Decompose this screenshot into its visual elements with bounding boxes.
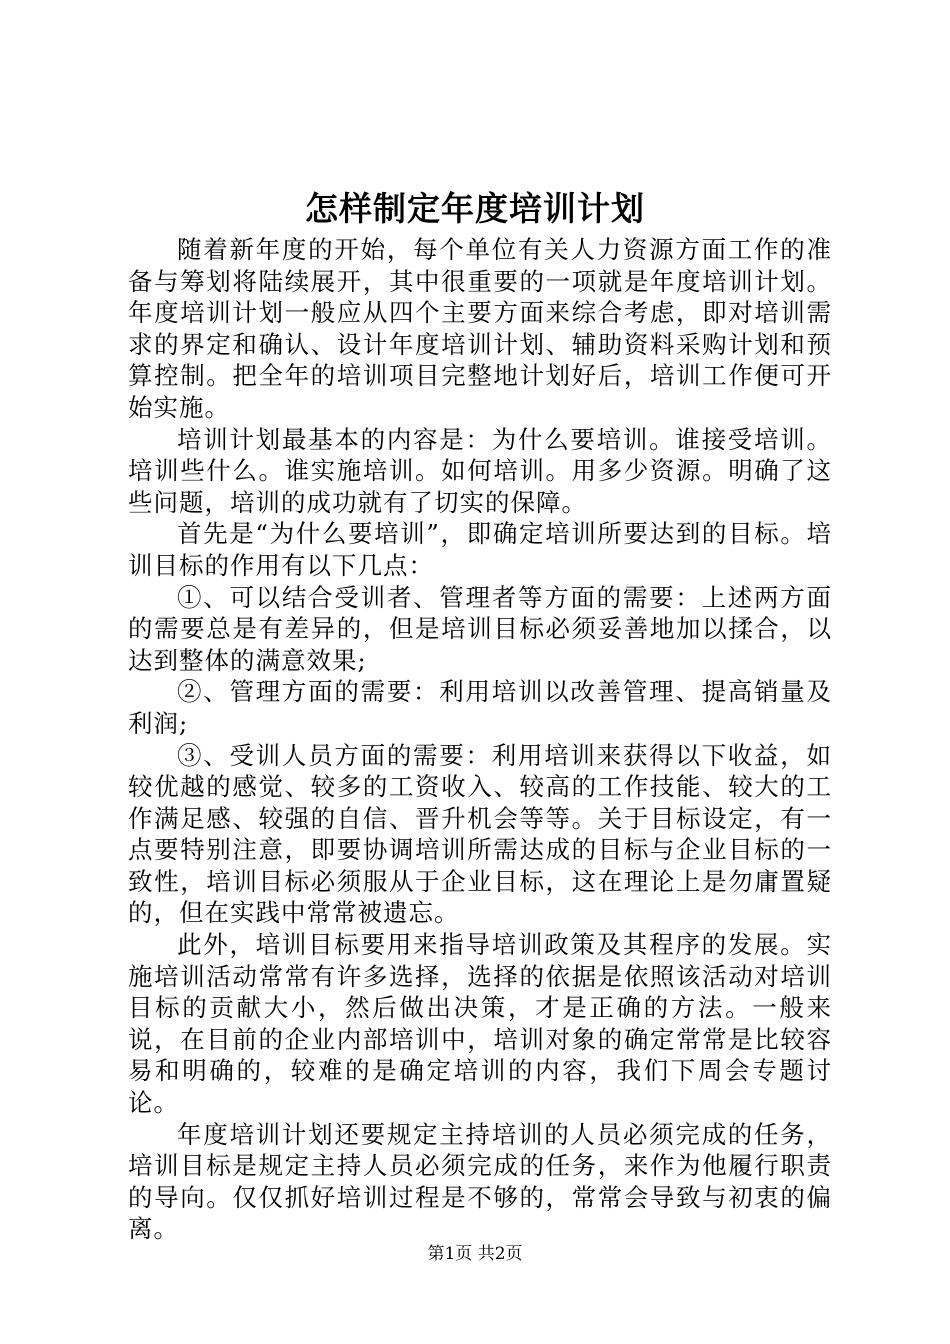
document-title: 怎样制定年度培训计划 bbox=[305, 189, 645, 228]
paragraph-basic-content: 培训计划最基本的内容是：为什么要培训。谁接受培训。培训些什么。谁实施培训。如何培训。用多少资源。明确了这些问题，培训的成功就有了切实的保障。 bbox=[128, 424, 832, 517]
page-number-footer: 第1页 共2页 bbox=[427, 1244, 523, 1264]
paragraph-why-train: 首先是“为什么要培训”，即确定培训所要达到的目标。培训目标的作用有以下几点： bbox=[128, 519, 832, 580]
paragraph-point-1: ①、可以结合受训者、管理者等方面的需要：上述两方面的需要总是有差异的，但是培训目标必须妥善地加以揉合，以达到整体的满意效果; bbox=[128, 582, 832, 675]
paragraph-intro: 随着新年度的开始，每个单位有关人力资源方面工作的准备与筹划将陆续展开，其中很重要的一项就是年度培训计划。年度培训计划一般应从四个主要方面来综合考虑，即对培训需求的界定和确认、设计年度培训计划、辅助资料采购计划和预算控制。把全年的培训项目完整地计划好后，培训工作便可开始实施。 bbox=[128, 235, 832, 422]
document-body bbox=[128, 234, 832, 1245]
paragraph-trainer-tasks: 年度培训计划还要规定主持培训的人员必须完成的任务，培训目标是规定主持人员必须完成的任务，来作为他履行职责的导向。仅仅抓好培训过程是不够的，常常会导致与初衷的偏离。 bbox=[128, 1119, 832, 1244]
paragraph-training-policy: 此外，培训目标要用来指导培训政策及其程序的发展。实施培训活动常常有许多选择，选择的依据是依照该活动对培训目标的贡献大小，然后做出决策，才是正确的方法。一般来说，在目前的企业内部培训中，培训对象的确定常常是比较容易和明确的，较难的是确定培训的内容，我们下周会专题讨论。 bbox=[128, 930, 832, 1118]
paragraph-point-3: ③、受训人员方面的需要：利用培训来获得以下收益，如较优越的感觉、较多的工资收入、较高的工作技能、较大的工作满足感、较强的自信、晋升机会等等。关于目标设定，有一点要特别注意，即要协调培训所需达成的目标与企业目标的一致性，培训目标必须服从于企业目标，这在理论上是勿庸置疑的，但在实践中常常被遗忘。 bbox=[128, 740, 832, 928]
paragraph-point-2: ②、管理方面的需要：利用培训以改善管理、提高销量及利润; bbox=[128, 677, 832, 738]
